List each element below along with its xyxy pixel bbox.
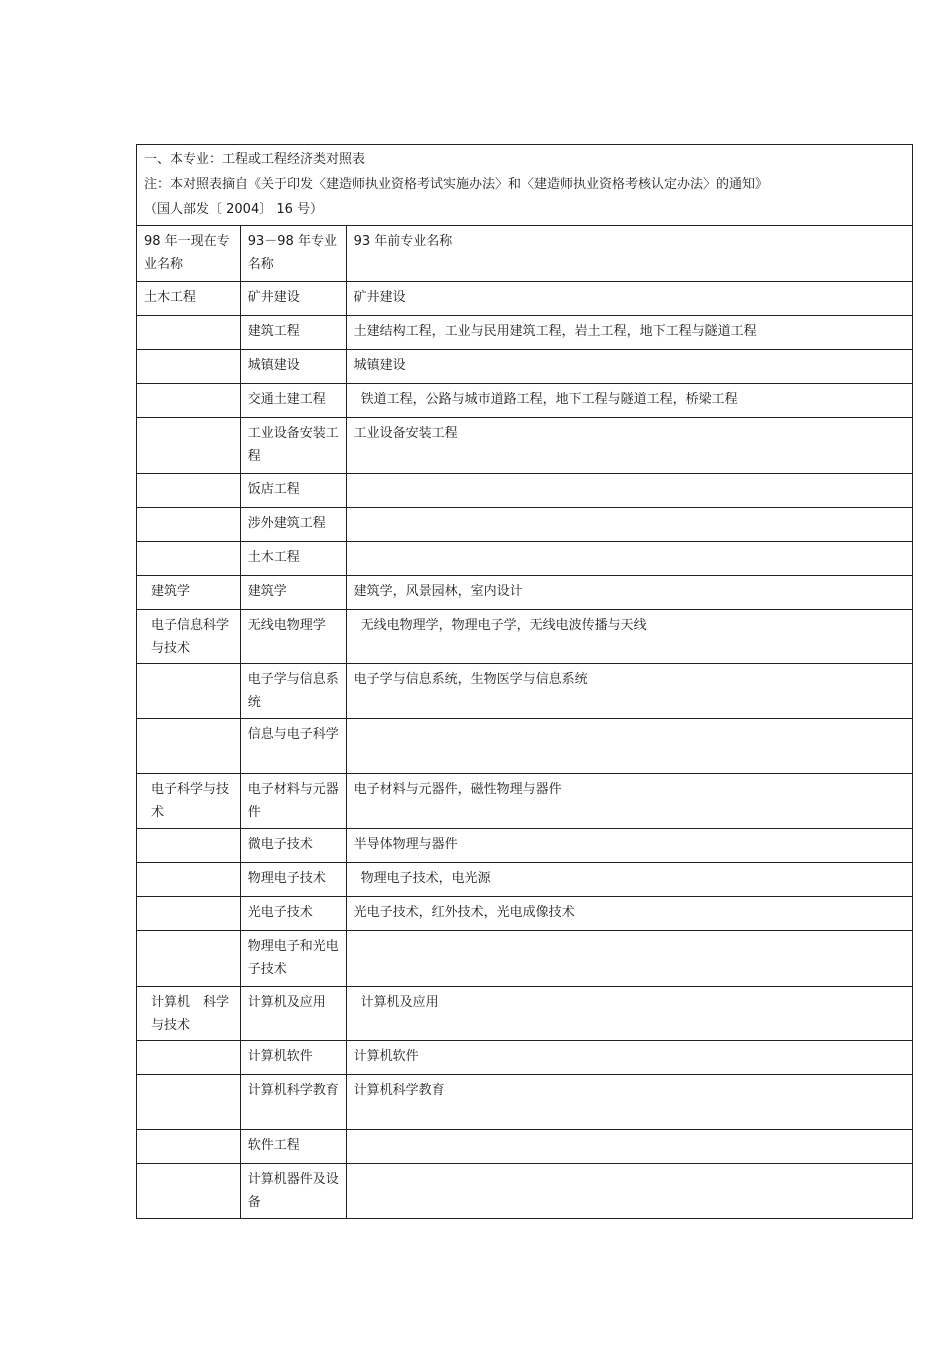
current-major-cell: 建筑学 <box>137 576 241 610</box>
table-row <box>137 774 913 829</box>
table-row <box>137 418 913 474</box>
major-93-98-cell: 城镇建设 <box>240 350 346 384</box>
major-93-98-cell: 计算机科学教育 <box>240 1075 346 1130</box>
table-row <box>137 719 913 774</box>
current-major-cell <box>137 350 241 384</box>
current-major-cell: 电子科学与技术 <box>137 774 241 829</box>
table-row <box>137 350 913 384</box>
current-major-cell <box>137 897 241 931</box>
major-93-98-cell: 建筑工程 <box>240 316 346 350</box>
major-93-98-cell: 建筑学 <box>240 576 346 610</box>
major-pre-93-cell: 计算机软件 <box>346 1041 912 1075</box>
major-93-98-cell: 矿井建设 <box>240 282 346 316</box>
current-major-cell <box>137 384 241 418</box>
table-row <box>137 1041 913 1075</box>
major-pre-93-cell <box>346 719 912 774</box>
table-row <box>137 829 913 863</box>
major-pre-93-cell: 计算机及应用 <box>346 987 912 1041</box>
table-row <box>137 1130 913 1164</box>
table-title-cell <box>137 145 913 226</box>
major-pre-93-cell: 建筑学，风景园林，室内设计 <box>346 576 912 610</box>
major-pre-93-cell <box>346 1130 912 1164</box>
table-row <box>137 508 913 542</box>
major-pre-93-cell: 电子学与信息系统，生物医学与信息系统 <box>346 664 912 719</box>
table-row <box>137 1164 913 1219</box>
major-pre-93-cell: 矿井建设 <box>346 282 912 316</box>
major-pre-93-cell: 半导体物理与器件 <box>346 829 912 863</box>
table-row <box>137 863 913 897</box>
major-comparison-table <box>136 144 913 1219</box>
major-pre-93-cell: 计算机科学教育 <box>346 1075 912 1130</box>
table-row <box>137 987 913 1041</box>
major-93-98-cell: 饭店工程 <box>240 474 346 508</box>
current-major-cell <box>137 542 241 576</box>
major-93-98-cell: 电子学与信息系统 <box>240 664 346 719</box>
major-93-98-cell: 光电子技术 <box>240 897 346 931</box>
current-major-cell <box>137 1130 241 1164</box>
major-pre-93-cell: 物理电子技术，电光源 <box>346 863 912 897</box>
major-pre-93-cell <box>346 474 912 508</box>
current-major-cell <box>137 508 241 542</box>
major-93-98-cell: 物理电子和光电子技术 <box>240 931 346 987</box>
major-pre-93-cell <box>346 508 912 542</box>
major-93-98-cell: 计算机软件 <box>240 1041 346 1075</box>
current-major-cell: 电子信息科学与技术 <box>137 610 241 664</box>
current-major-cell <box>137 418 241 474</box>
current-major-cell <box>137 664 241 719</box>
table-header-row <box>137 145 913 226</box>
current-major-cell <box>137 863 241 897</box>
major-93-98-cell: 工业设备安装工程 <box>240 418 346 474</box>
table-row <box>137 931 913 987</box>
table-row <box>137 897 913 931</box>
current-major-cell <box>137 719 241 774</box>
major-pre-93-cell: 土建结构工程，工业与民用建筑工程，岩土工程，地下工程与隧道工程 <box>346 316 912 350</box>
table-row <box>137 474 913 508</box>
column-header-pre-93: 93 年前专业名称 <box>346 226 912 282</box>
current-major-cell <box>137 829 241 863</box>
table-title: 一、本专业：工程或工程经济类对照表 <box>144 152 366 167</box>
major-pre-93-cell <box>346 542 912 576</box>
major-pre-93-cell: 电子材料与元器件，磁性物理与器件 <box>346 774 912 829</box>
document <box>136 144 913 1219</box>
table-row <box>137 282 913 316</box>
current-major-cell <box>137 1075 241 1130</box>
major-93-98-cell: 物理电子技术 <box>240 863 346 897</box>
major-93-98-cell: 土木工程 <box>240 542 346 576</box>
current-major-cell <box>137 1164 241 1219</box>
major-93-98-cell: 微电子技术 <box>240 829 346 863</box>
current-major-cell <box>137 1041 241 1075</box>
table-row <box>137 384 913 418</box>
current-major-cell <box>137 474 241 508</box>
major-93-98-cell: 计算机器件及设备 <box>240 1164 346 1219</box>
major-pre-93-cell: 城镇建设 <box>346 350 912 384</box>
major-pre-93-cell: 无线电物理学，物理电子学，无线电波传播与天线 <box>346 610 912 664</box>
major-93-98-cell: 信息与电子科学 <box>240 719 346 774</box>
major-93-98-cell: 计算机及应用 <box>240 987 346 1041</box>
major-pre-93-cell: 工业设备安装工程 <box>346 418 912 474</box>
source-note: 注：本对照表摘自《关于印发〈建造师执业资格考试实施办法〉和〈建造师执业资格考核认定办法〉的通知》 <box>144 177 769 192</box>
table-row <box>137 576 913 610</box>
column-header-93-98: 93－98 年专业名称 <box>240 226 346 282</box>
major-pre-93-cell: 光电子技术，红外技术，光电成像技术 <box>346 897 912 931</box>
column-header-row <box>137 226 913 282</box>
major-93-98-cell: 软件工程 <box>240 1130 346 1164</box>
major-pre-93-cell: 铁道工程，公路与城市道路工程，地下工程与隧道工程，桥梁工程 <box>346 384 912 418</box>
current-major-cell: 计算机 科学与技术 <box>137 987 241 1041</box>
current-major-cell <box>137 931 241 987</box>
table-row <box>137 316 913 350</box>
major-pre-93-cell <box>346 1164 912 1219</box>
current-major-cell <box>137 316 241 350</box>
column-header-current: 98 年一现在专业名称 <box>137 226 241 282</box>
current-major-cell: 土木工程 <box>137 282 241 316</box>
major-93-98-cell: 交通土建工程 <box>240 384 346 418</box>
table-row <box>137 542 913 576</box>
document-number: （国人部发〔 2004〕 16 号） <box>144 202 324 217</box>
major-93-98-cell: 电子材料与元器件 <box>240 774 346 829</box>
major-pre-93-cell <box>346 931 912 987</box>
table-row <box>137 664 913 719</box>
major-93-98-cell: 涉外建筑工程 <box>240 508 346 542</box>
table-row <box>137 1075 913 1130</box>
major-93-98-cell: 无线电物理学 <box>240 610 346 664</box>
table-row <box>137 610 913 664</box>
